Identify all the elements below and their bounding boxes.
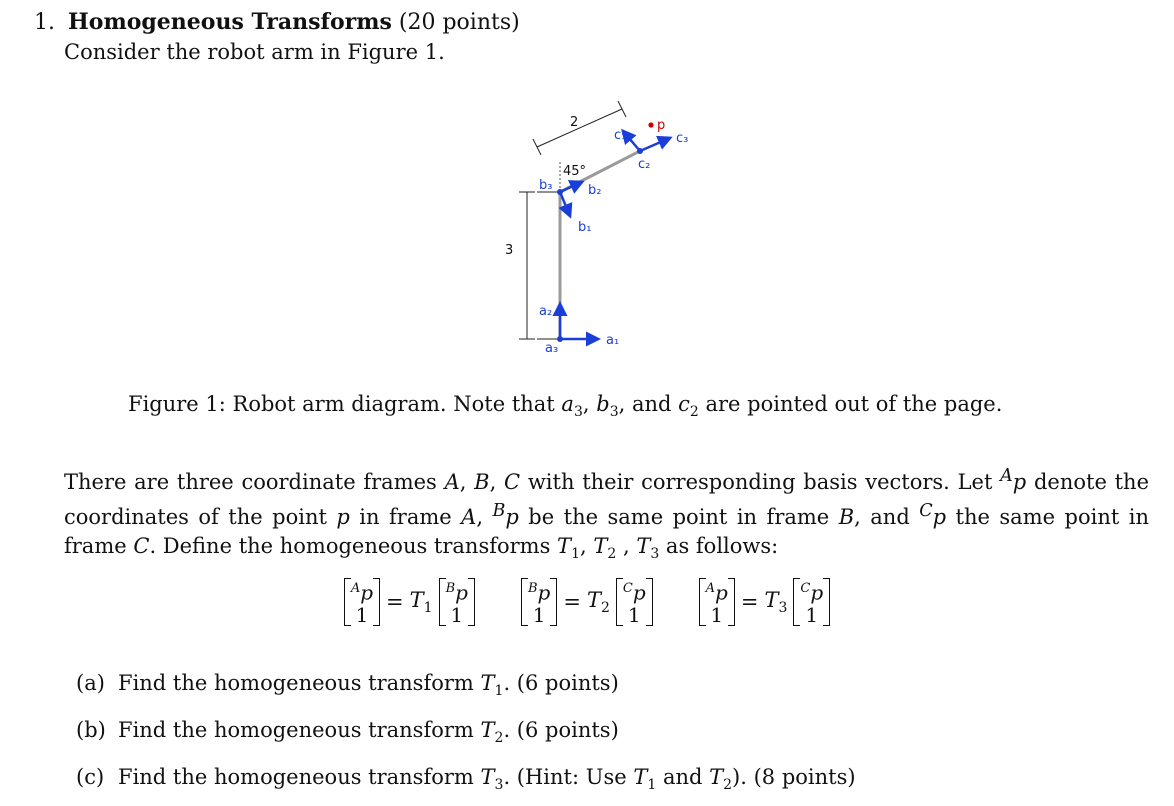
caption-suffix: are pointed out of the page. — [698, 392, 1003, 416]
transform-sub: 1 — [494, 683, 504, 700]
angle-label: 45° — [563, 164, 587, 179]
transform-sub: 3 — [494, 777, 504, 794]
label-a2: a₂ — [539, 304, 553, 319]
text-run: ). (8 points) — [732, 765, 856, 790]
transform-symbol: T — [593, 534, 608, 558]
text-run: denote the coordinates of the point — [64, 470, 1150, 529]
label-a3: a₃ — [545, 341, 559, 356]
problem-points: (20 points) — [398, 10, 520, 35]
point-symbol: p — [932, 505, 947, 529]
vector-lhs: $^B$p 1 — [521, 578, 557, 626]
frame-symbol: B — [474, 470, 490, 494]
transform-symbol: T — [709, 765, 724, 790]
problem-intro: Consider the robot arm in Figure 1. — [64, 40, 445, 64]
problem-paragraph — [64, 462, 1149, 569]
frame-c — [614, 128, 688, 172]
vector-rhs: $^C$p 1 — [616, 578, 653, 626]
point-p — [648, 122, 653, 127]
subquestion-a — [76, 664, 856, 711]
label-c1: c₁ — [614, 128, 627, 143]
problem-title — [34, 8, 520, 37]
caption-sub-a: 3 — [573, 404, 583, 421]
point-symbol: p — [505, 505, 519, 529]
dim-top-label: 2 — [570, 115, 579, 130]
text-run: as follows: — [659, 534, 779, 558]
label-b3: b₃ — [539, 178, 553, 193]
text-run: , — [489, 470, 505, 494]
transform-symbol: T — [633, 765, 648, 790]
caption-sep: , — [582, 392, 597, 416]
text-run: . (6 points) — [503, 718, 619, 743]
frame-a — [539, 304, 619, 356]
frame-symbol: B — [838, 505, 855, 529]
subquestion-c — [76, 758, 856, 805]
caption-prefix: Figure 1: Robot arm diagram. Note that — [128, 392, 562, 416]
text-run: . (6 points) — [503, 671, 619, 695]
label-b1: b₁ — [578, 220, 592, 235]
transform-sub: 2 — [607, 546, 617, 563]
text-run: be the same point in frame — [518, 505, 839, 529]
subquestion-b — [76, 711, 856, 758]
frame-symbol: C — [504, 470, 521, 494]
problem-number: 1. — [34, 10, 55, 35]
text-run: . Define the homogeneous transforms — [149, 534, 558, 558]
caption-var-a: a — [561, 392, 574, 416]
equals-sign: = — [740, 589, 759, 614]
caption-sub-b: 3 — [609, 404, 619, 421]
text-run: the same point in frame — [64, 505, 1149, 558]
transform-symbol: T — [480, 765, 495, 790]
text-run: with their corresponding basis vectors. Let — [520, 470, 1001, 494]
caption-sep: , and — [618, 392, 679, 416]
transform-symbol: $T_1$ — [409, 587, 433, 616]
dimension-left — [505, 192, 535, 339]
problem-heading: Homogeneous Transforms — [68, 9, 392, 35]
text-run: , — [476, 505, 493, 529]
transform-symbol: T — [557, 534, 572, 558]
equation-t1 — [344, 578, 475, 626]
point-symbol: p — [336, 505, 350, 529]
figure-caption — [128, 390, 1002, 426]
frame-symbol: A — [461, 505, 477, 529]
frame-b — [539, 178, 601, 235]
text-run: , — [459, 470, 475, 494]
transform-sub: 1 — [647, 777, 657, 794]
text-run: , — [616, 534, 637, 558]
label-a1: a₁ — [606, 333, 620, 348]
vector-lhs: $^A$p 1 — [699, 578, 735, 626]
text-run: , and — [854, 505, 920, 529]
equation-t3 — [699, 578, 831, 626]
frame-superscript: C — [919, 501, 933, 521]
transform-symbol: $T_3$ — [764, 587, 788, 616]
equation-row — [0, 578, 1174, 626]
frame-superscript: B — [492, 501, 506, 521]
transform-symbol: T — [480, 671, 495, 695]
subquestion-label: (c) — [76, 765, 105, 790]
text-run: in frame — [349, 505, 462, 529]
label-c3: c₃ — [676, 131, 689, 146]
frame-symbol: A — [444, 470, 460, 494]
subquestion-label: (a) — [76, 671, 105, 695]
transform-symbol: T — [480, 718, 495, 743]
text-run: Find the homogeneous transform — [118, 765, 481, 790]
text-run: . (Hint: Use — [503, 765, 634, 790]
caption-var-c: c — [678, 392, 690, 416]
label-p: p — [657, 118, 666, 133]
transform-sub: 3 — [650, 546, 660, 563]
transform-sub: 1 — [571, 546, 580, 563]
vector-lhs: $^A$p 1 — [344, 578, 380, 626]
text-run: Find the homogeneous transform — [118, 718, 481, 743]
subquestion-label: (b) — [76, 718, 106, 743]
transform-symbol: T — [636, 534, 651, 558]
equals-sign: = — [386, 589, 404, 614]
point-symbol: p — [1012, 470, 1027, 494]
transform-sub: 2 — [494, 730, 504, 747]
text-run: There are three coordinate frames — [64, 470, 445, 494]
label-c2: c₂ — [638, 157, 651, 172]
vector-rhs: $^B$p 1 — [439, 578, 475, 626]
text-run: and — [656, 765, 710, 790]
caption-var-b: b — [596, 392, 610, 416]
dim-left-label: 3 — [505, 243, 514, 258]
label-b2: b₂ — [588, 183, 602, 198]
transform-symbol: $T_2$ — [586, 587, 610, 616]
transform-sub: 2 — [723, 777, 733, 794]
frame-symbol: C — [133, 534, 150, 558]
robot-arm-figure — [490, 92, 720, 362]
frame-superscript: A — [1000, 466, 1013, 486]
dimension-top — [533, 101, 626, 155]
vector-rhs: $^C$p 1 — [793, 578, 830, 626]
text-run: Find the homogeneous transform — [118, 671, 481, 695]
text-run: , — [579, 534, 594, 558]
subquestion-list — [76, 664, 856, 806]
caption-sub-c: 2 — [689, 404, 699, 421]
equals-sign: = — [563, 589, 581, 614]
equation-t2 — [521, 578, 653, 626]
